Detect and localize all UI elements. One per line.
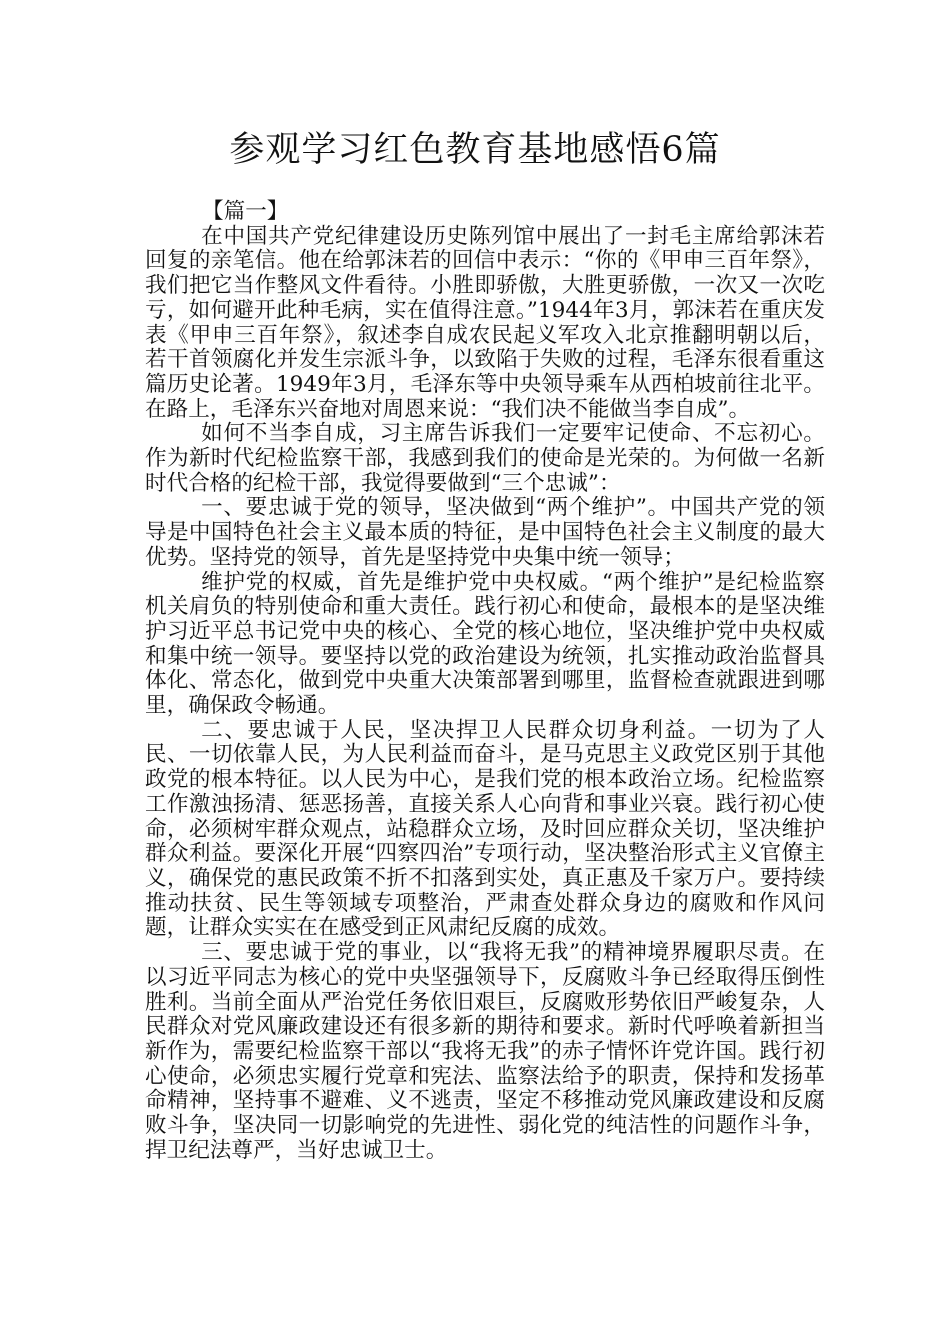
section-heading: 【篇一】 xyxy=(202,199,289,224)
paragraph-6: 三、要忠诚于党的事业，以“我将无我”的精神境界履职尽责。在以习近平同志为核心的党中央坚强领导下，反腐败斗争已经取得压倒性胜利。当前全面从严治党任务依旧艰巨，反腐败形势依旧严峻复杂，人民群众对党风廉政建设还有很多新的期待和要求。新时代呼唤着新担当新作为，需要纪检监察干部以“我将无我”的赤子情怀许党许国。践行初心使命，必须忠实履行党章和宪法、监察法给予的职责，保持和发扬革命精神，坚持事不避难、义不逃责，坚定不移推动党风廉政建设和反腐败斗争，坚决同一切影响党的先进性、弱化党的纯洁性的问题作斗争，捍卫纪法尊严，当好忠诚卫士。 xyxy=(145,940,825,1163)
document-title: 参观学习红色教育基地感悟6篇 xyxy=(229,130,721,170)
paragraph-1: 在中国共产党纪律建设历史陈列馆中展出了一封毛主席给郭沫若回复的亲笔信。他在给郭沫若的回信中表示：“你的《甲申三百年祭》，我们把它当作整风文件看待。小胜即骄傲，大胜更骄傲，一次又一次吃亏，如何避开此种毛病，实在值得注意。”1944年3月，郭沫若在重庆发表《甲申三百年祭》，叙述李自成农民起义军攻入北京推翻明朝以后，若干首领腐化并发生宗派斗争，以致陷于失败的过程，毛泽东很看重这篇历史论著。1949年3月，毛泽东等中央领导乘车从西柏坡前往北平。在路上，毛泽东兴奋地对周恩来说：“我们决不能做当李自成”。 xyxy=(145,223,825,422)
paragraph-4: 维护党的权威，首先是维护党中央权威。“两个维护”是纪检监察机关肩负的特别使命和重大责任。践行初心和使命，最根本的是坚决维护习近平总书记党中央的核心、全党的核心地位，坚决维护党中央权威和集中统一领导。要坚持以党的政治建设为统领，扎实推动政治监督具体化、常态化，做到党中央重大决策部署到哪里，监督检查就跟进到哪里，确保政令畅通。 xyxy=(145,569,825,719)
document-body xyxy=(145,200,825,1163)
paragraph-2: 如何不当李自成，习主席告诉我们一定要牢记使命、不忘初心。作为新时代纪检监察干部，我感到我们的使命是光荣的。为何做一名新时代合格的纪检干部，我觉得要做到“三个忠诚”： xyxy=(145,421,825,496)
paragraph-3: 一、要忠诚于党的领导，坚决做到“两个维护”。中国共产党的领导是中国特色社会主义最本质的特征，是中国特色社会主义制度的最大优势。坚持党的领导，首先是坚持党中央集中统一领导； xyxy=(145,495,825,570)
paragraph-5: 二、要忠诚于人民，坚决捍卫人民群众切身利益。一切为了人民、一切依靠人民，为人民利益而奋斗，是马克思主义政党区别于其他政党的根本特征。以人民为中心，是我们党的根本政治立场。纪检监察工作激浊扬清、惩恶扬善，直接关系人心向背和事业兴衰。践行初心使命，必须树牢群众观点，站稳群众立场，及时回应群众关切，坚决维护群众利益。要深化开展“四察四治”专项行动，坚决整治形式主义官僚主义，确保党的惠民政策不折不扣落到实处，真正惠及千家万户。要持续推动扶贫、民生等领域专项整治，严肃查处群众身边的腐败和作风问题，让群众实实在在感受到正风肃纪反腐的成效。 xyxy=(145,717,825,941)
